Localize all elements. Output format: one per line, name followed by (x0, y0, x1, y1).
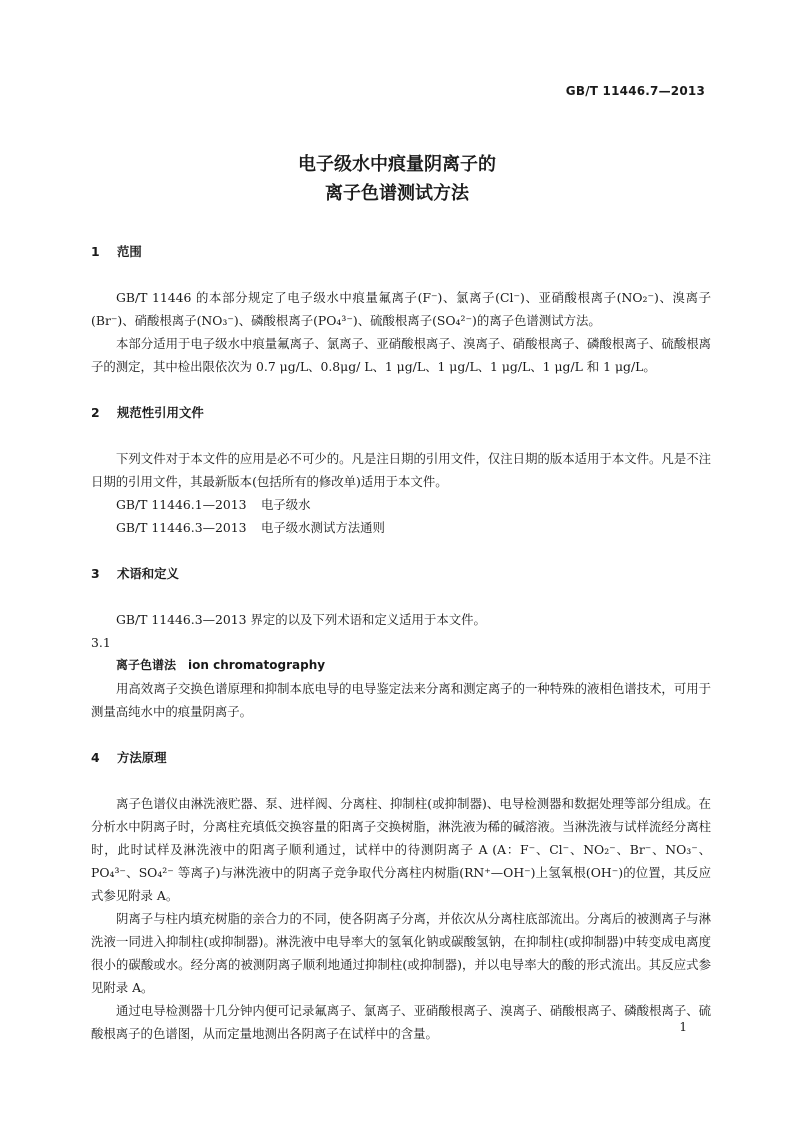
section-3-title: 术语和定义 (117, 566, 179, 581)
document-title (0, 150, 794, 208)
reference-name: 电子级水 (261, 497, 311, 512)
reference-name: 电子级水测试方法通则 (261, 520, 385, 535)
title-line-1: 电子级水中痕量阴离子的 (298, 154, 496, 175)
reference-code: GB/T 11446.3—2013 (116, 520, 247, 535)
section-2-heading (91, 401, 711, 424)
clause-number: 3.1 (91, 635, 111, 650)
section-1-paragraph-1: GB/T 11446 的本部分规定了电子级水中痕量氟离子(F⁻)、氯离子(Cl⁻)、亚硝酸根离子(NO₂⁻)、溴离子(Br⁻)、硝酸根离子(NO₃⁻)、磷酸根离子(PO₄³⁻)、硫酸根离子(SO₄²⁻)的离子色谱测试方法。 (91, 290, 711, 328)
reference-item (91, 516, 711, 539)
page-number: 1 (679, 1020, 687, 1034)
reference-item (91, 493, 711, 516)
section-3-number: 3 (91, 566, 100, 581)
section-1-heading (91, 240, 711, 263)
term-entry (91, 654, 711, 677)
section-1-title: 范围 (117, 244, 142, 259)
section-4-heading (91, 746, 711, 769)
title-line-2: 离子色谱测试方法 (325, 183, 469, 204)
section-3-heading (91, 562, 711, 585)
term-english: ion chromatography (188, 658, 326, 672)
section-4-paragraph-3: 通过电导检测器十几分钟内便可记录氟离子、氯离子、亚硝酸根离子、溴离子、硝酸根离子、磷酸根离子、硫酸根离子的色谱图，从而定量地测出各阴离子在试样中的含量。 (91, 1003, 711, 1041)
reference-code: GB/T 11446.1—2013 (116, 497, 247, 512)
document-body (91, 240, 711, 1045)
section-2-number: 2 (91, 405, 100, 420)
section-4-title: 方法原理 (117, 750, 167, 765)
standard-code: GB/T 11446.7—2013 (565, 84, 705, 98)
section-1-paragraph-2: 本部分适用于电子级水中痕量氟离子、氯离子、亚硝酸根离子、溴离子、硝酸根离子、磷酸根离子、硫酸根离子的测定，其中检出限依次为 0.7 μg/L、0.8μg/ L、1 μg/L、1 μg/L、1 μg/L、1 μg/L 和 1 μg/L。 (91, 336, 711, 374)
section-3-paragraph-1: GB/T 11446.3—2013 界定的以及下列术语和定义适用于本文件。 (116, 612, 486, 627)
section-4-paragraph-2: 阴离子与柱内填充树脂的亲合力的不同，使各阴离子分离，并依次从分离柱底部流出。分离后的被测离子与淋洗液一同进入抑制柱(或抑制器)。淋洗液中电导率大的氢氧化钠或碳酸氢钠，在抑制柱(或抑制器)中转变成电离度很小的碳酸或水。经分离的被测阴离子顺利地通过抑制柱(或抑制器)，并以电导率大的酸的形式流出。其反应式参见附录 A。 (91, 911, 711, 995)
section-2-paragraph-1: 下列文件对于本文件的应用是必不可少的。凡是注日期的引用文件，仅注日期的版本适用于本文件。凡是不注日期的引用文件，其最新版本(包括所有的修改单)适用于本文件。 (91, 451, 711, 489)
section-4-number: 4 (91, 750, 100, 765)
term-chinese: 离子色谱法 (116, 658, 177, 672)
section-4-paragraph-1: 离子色谱仪由淋洗液贮器、泵、进样阀、分离柱、抑制柱(或抑制器)、电导检测器和数据处理等部分组成。在分析水中阴离子时，分离柱充填低交换容量的阳离子交换树脂，淋洗液为稀的碱溶液。当淋洗液与试样流经分离柱时，此时试样及淋洗液中的阳离子顺利通过，试样中的待测阴离子 A (A：F⁻、Cl⁻、NO₂⁻、Br⁻、NO₃⁻、PO₄³⁻、SO₄²⁻ 等离子)与淋洗液中的阴离子竞争取代分离柱内树脂(RN⁺—OH⁻)上氢氧根(OH⁻)的位置，其反应式参见附录 A。 (91, 796, 711, 903)
section-2-title: 规范性引用文件 (117, 405, 204, 420)
section-1-number: 1 (91, 244, 100, 259)
term-definition: 用高效离子交换色谱原理和抑制本底电导的电导鉴定法来分离和测定离子的一种特殊的液相色谱技术，可用于测量高纯水中的痕量阴离子。 (91, 681, 711, 719)
